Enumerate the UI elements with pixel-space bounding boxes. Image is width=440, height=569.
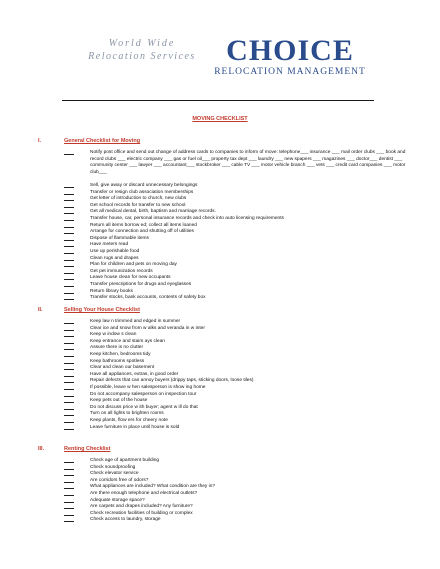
- checklist-item: [0, 359, 440, 366]
- item-text: Leave furniture in place until house is sold: [90, 424, 180, 430]
- checklist-item: [0, 150, 440, 183]
- check-blank[interactable]: [64, 286, 74, 287]
- check-blank[interactable]: [64, 279, 74, 280]
- section-selling: [0, 307, 440, 431]
- item-text: Keep bathrooms spotless: [90, 358, 145, 364]
- item-text: Check soundproofing: [90, 464, 136, 470]
- item-text: Get pet immunization records: [90, 268, 153, 274]
- item-text: Return all items borrow ed; collect all items loaned: [90, 222, 197, 228]
- item-text: If possible, leave w hen salesperson is show ing home: [90, 384, 206, 390]
- checklist-item: [0, 269, 440, 276]
- check-blank[interactable]: [64, 266, 74, 267]
- item-text: Repair defects that can annoy buyers (drippy taps, sticking doors, loose tiles): [90, 378, 254, 384]
- check-blank[interactable]: [64, 253, 74, 254]
- section-number: I.: [38, 138, 42, 144]
- item-text: Clean rugs and drapes: [90, 255, 139, 261]
- checklist-item: [0, 242, 440, 249]
- item-text: Have all appliances, extras, in good order: [90, 371, 179, 377]
- checklist-item: [0, 256, 440, 263]
- item-text: Get letter of introduction to church, new clubs: [90, 196, 187, 202]
- checklist-item: [0, 504, 440, 511]
- item-text: Check access to laundry, storage: [90, 517, 161, 523]
- section-title: Renting Checklist: [64, 446, 111, 452]
- section-number: III.: [38, 446, 45, 452]
- checklist-item: [0, 418, 440, 425]
- checklist-item: [0, 216, 440, 223]
- checklist-item: [0, 517, 440, 524]
- section-number: II.: [38, 307, 43, 313]
- check-blank[interactable]: [64, 502, 74, 503]
- check-blank[interactable]: [64, 508, 74, 509]
- checklist: [0, 150, 440, 302]
- check-blank[interactable]: [64, 220, 74, 221]
- check-blank[interactable]: [64, 429, 74, 430]
- check-blank[interactable]: [64, 422, 74, 423]
- check-blank[interactable]: [64, 227, 74, 228]
- checklist-item: [0, 365, 440, 372]
- item-text: Use up perishable food: [90, 248, 140, 254]
- item-text: Assure there is no clutter: [90, 345, 144, 351]
- checklist: [0, 458, 440, 524]
- checklist-item: [0, 223, 440, 230]
- checklist-item: [0, 352, 440, 359]
- checklist-item: [0, 236, 440, 243]
- item-text: Turn on all lights to brighten rooms: [90, 411, 164, 417]
- letterhead: [0, 0, 440, 110]
- check-blank[interactable]: [64, 260, 74, 261]
- check-blank[interactable]: [64, 240, 74, 241]
- checklist-item: [0, 319, 440, 326]
- check-blank[interactable]: [64, 482, 74, 483]
- item-text: Check elevator service: [90, 471, 139, 477]
- checklist-item: [0, 405, 440, 412]
- item-text: Notify post office and send out change of address cards to companies to inform of move: telephone___ insurance ___ mail order clubs ___ book and record clubs ___ electric company ___ gas or fuel oil___ property tax dept ___ laundry ___ new spapers ___ magazines ___ doctor___ dentist ___ community center ___ lawyer ___ accountant___ stockbroker ___ cable TV ___ motor vehicle branch ___ vets ___ credit card companies ___ motor club___: [90, 150, 406, 175]
- item-text: Transfer house, car, personal insurance records and check into auto licensing requirements: [90, 215, 284, 221]
- checklist-item: [0, 345, 440, 352]
- section-heading: [0, 138, 440, 147]
- item-text: Keep entrance and stairs ays clean: [90, 338, 165, 344]
- check-blank[interactable]: [64, 376, 74, 377]
- item-text: Get school records for transfer to new school: [90, 202, 186, 208]
- item-text: Check recreation facilities of building or complex: [90, 510, 193, 516]
- checklist-item: [0, 491, 440, 498]
- checklist-item: [0, 498, 440, 505]
- check-blank[interactable]: [64, 200, 74, 201]
- check-blank[interactable]: [64, 293, 74, 294]
- item-text: Do not discuss price w ith buyer; agent w ill do that: [90, 404, 198, 410]
- section-heading: [0, 446, 440, 455]
- item-text: Leave house clean for new occupants: [90, 275, 171, 281]
- item-text: Do not accompany salesperson on inspection tour: [90, 391, 197, 397]
- checklist-item: [0, 484, 440, 491]
- world-wide-logo-title: World Wide: [108, 38, 176, 49]
- check-blank[interactable]: [64, 488, 74, 489]
- checklist-item: [0, 425, 440, 432]
- check-blank[interactable]: [64, 495, 74, 496]
- item-text: Are there enough telephone and electrical outlets?: [90, 490, 198, 496]
- item-text: Keep kitchen, bedrooms tidy: [90, 351, 151, 357]
- check-blank[interactable]: [64, 336, 74, 337]
- choice-logo-title: CHOICE: [226, 34, 354, 67]
- check-blank[interactable]: [64, 273, 74, 274]
- item-text: Clear ice and snow from w alks and veranda in w inter: [90, 325, 205, 331]
- check-blank[interactable]: [64, 323, 74, 324]
- checklist-item: [0, 411, 440, 418]
- checklist-item: [0, 203, 440, 210]
- checklist-item: [0, 511, 440, 518]
- item-text: Plan for children and pets on moving day: [90, 262, 177, 268]
- checklist-item: [0, 471, 440, 478]
- checklist-item: [0, 209, 440, 216]
- item-text: Clear and clean our basement: [90, 365, 155, 371]
- section-general: [0, 138, 440, 302]
- checklist-item: [0, 249, 440, 256]
- checklist-item: [0, 326, 440, 333]
- section-renting: [0, 446, 440, 524]
- checklist-item: [0, 385, 440, 392]
- check-blank[interactable]: [64, 356, 74, 357]
- item-text: Keep w indow s clean: [90, 332, 137, 338]
- header-divider: [62, 100, 374, 101]
- check-blank[interactable]: [64, 462, 74, 463]
- checklist-item: [0, 339, 440, 346]
- item-text: Sell, give away or discard unnecessary belongings: [90, 183, 198, 188]
- check-blank[interactable]: [64, 194, 74, 195]
- check-blank[interactable]: [64, 207, 74, 208]
- section-title: General Checklist for Moving: [64, 138, 141, 144]
- item-text: Keep plants, flow ers for cheery note: [90, 417, 168, 423]
- item-text: Return library books: [90, 288, 133, 294]
- item-text: Get all medical dental, birth, baptism and marriage records.: [90, 209, 216, 215]
- check-blank[interactable]: [64, 213, 74, 214]
- item-text: Check age of apartment building: [90, 458, 160, 463]
- checklist-item: [0, 392, 440, 399]
- item-text: Keep pets out of the house: [90, 398, 148, 404]
- checklist-item: [0, 398, 440, 405]
- checklist-item: [0, 378, 440, 385]
- check-blank[interactable]: [64, 396, 74, 397]
- item-text: Transfer or resign club association memberships: [90, 189, 194, 195]
- check-blank[interactable]: [64, 515, 74, 516]
- checklist-item: [0, 465, 440, 472]
- checklist-item: [0, 262, 440, 269]
- checklist: [0, 319, 440, 431]
- check-blank[interactable]: [64, 409, 74, 410]
- item-text: What appliances are included? What condition are they in?: [90, 484, 216, 490]
- check-blank[interactable]: [64, 299, 74, 300]
- item-text: Arrange for connection and shutting off of utilities: [90, 229, 194, 235]
- document-title: MOVING CHECKLIST: [192, 116, 248, 122]
- checklist-item: [0, 295, 440, 302]
- item-text: Have meters read: [90, 242, 129, 248]
- check-blank[interactable]: [64, 475, 74, 476]
- section-heading: [0, 307, 440, 316]
- check-blank[interactable]: [64, 233, 74, 234]
- checklist-item: [0, 282, 440, 289]
- checklist-item: [0, 196, 440, 203]
- check-blank[interactable]: [64, 330, 74, 331]
- section-title: Selling Your House Checklist: [64, 307, 140, 313]
- checklist-item: [0, 275, 440, 282]
- check-blank[interactable]: [64, 402, 74, 403]
- check-blank[interactable]: [64, 154, 74, 155]
- check-blank[interactable]: [64, 469, 74, 470]
- check-blank[interactable]: [64, 389, 74, 390]
- checklist-item: [0, 289, 440, 296]
- item-text: Dispose of flammable items: [90, 235, 149, 241]
- item-text: Are carpets and drapes included? Any furniture?: [90, 504, 193, 510]
- item-text: Transfer stocks, bank accounts, contents of safety box: [90, 295, 206, 301]
- checklist-item: [0, 183, 440, 190]
- check-blank[interactable]: [64, 349, 74, 350]
- check-blank[interactable]: [64, 246, 74, 247]
- check-blank[interactable]: [64, 363, 74, 364]
- item-text: Adequate storage space?: [90, 497, 145, 503]
- checklist-item: [0, 229, 440, 236]
- choice-logo-subtitle: RELOCATION MANAGEMENT: [214, 67, 366, 77]
- checklist-item: [0, 458, 440, 465]
- check-blank[interactable]: [64, 369, 74, 370]
- check-blank[interactable]: [64, 521, 74, 522]
- item-text: Transfer prescriptions for drugs and eyeglasses: [90, 281, 192, 287]
- checklist-item: [0, 190, 440, 197]
- item-text: Keep law n trimmed and edged in summer: [90, 319, 181, 324]
- check-blank[interactable]: [64, 187, 74, 188]
- check-blank[interactable]: [64, 382, 74, 383]
- item-text: Are corridors free of odors?: [90, 477, 149, 483]
- check-blank[interactable]: [64, 415, 74, 416]
- check-blank[interactable]: [64, 343, 74, 344]
- world-wide-logo-subtitle: Relocation Services: [88, 51, 196, 62]
- checklist-item: [0, 332, 440, 339]
- checklist-item: [0, 478, 440, 485]
